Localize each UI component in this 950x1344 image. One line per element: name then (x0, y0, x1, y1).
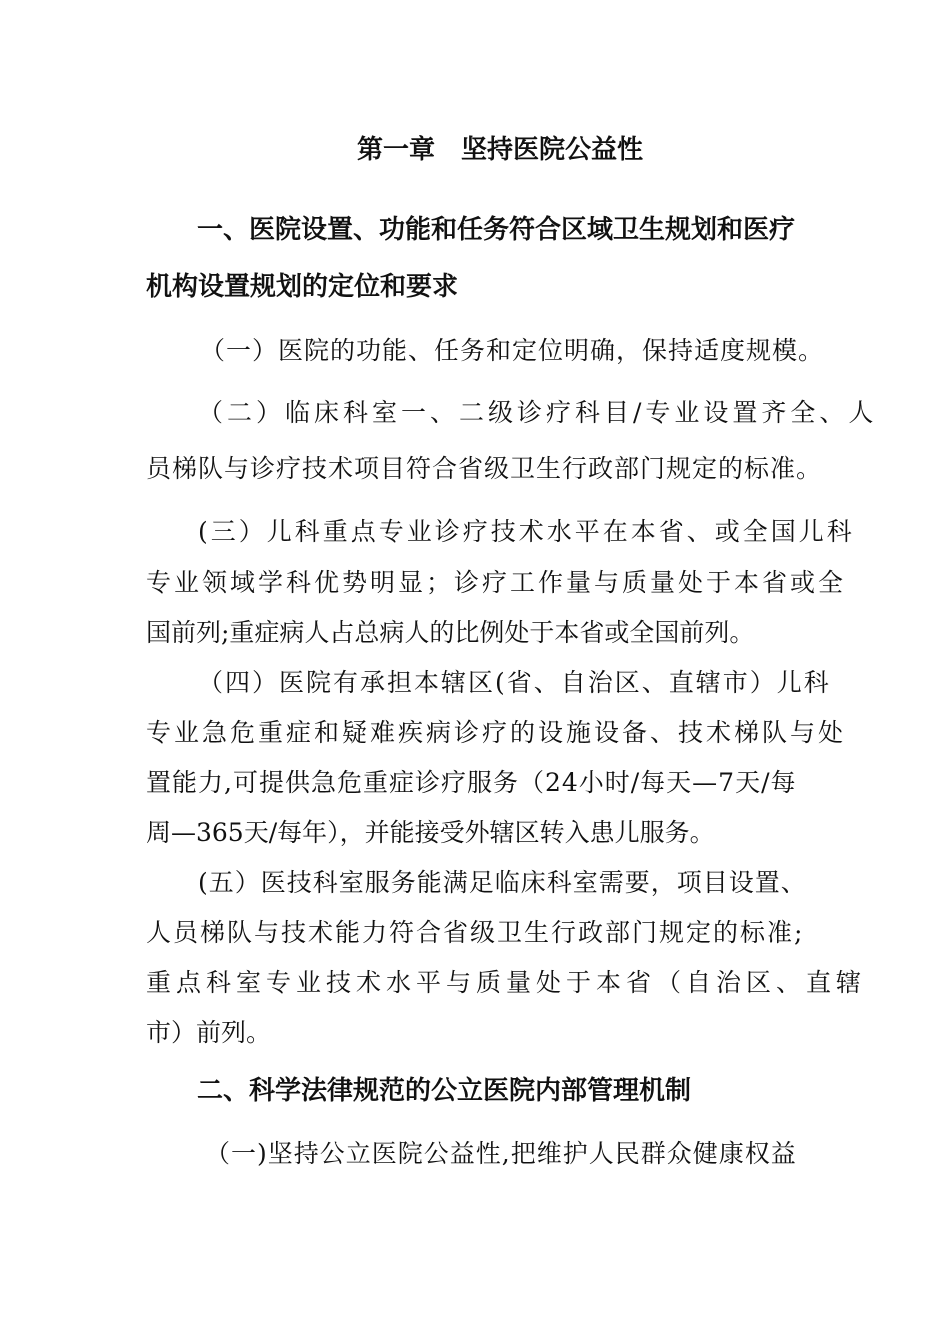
item-3-line1: (三）儿科重点专业诊疗技术水平在本省、或全国儿科 (198, 517, 855, 546)
item-5-line4: 市）前列。 (146, 1018, 272, 1047)
item-3-line2: 专业领域学科优势明显；诊疗工作量与质量处于本省或全 (146, 568, 847, 597)
item-5-line1: (五）医技科室服务能满足临床科室需要，项目设置、 (198, 868, 807, 897)
item-4-line3: 置能力,可提供急危重症诊疗服务（24小时/每天—7天/每 (146, 768, 797, 797)
section1-heading-line2: 机构设置规划的定位和要求 (146, 272, 459, 302)
item-1-line1: （一）医院的功能、任务和定位明确，保持适度规模。 (200, 336, 825, 365)
item-5-line2: 人员梯队与技术能力符合省级卫生行政部门规定的标准; (146, 918, 805, 947)
section1-heading-line1: 一、医院设置、功能和任务符合区域卫生规划和医疗 (197, 215, 796, 245)
item-4-line1: （四）医院有承担本辖区(省、自治区、直辖市）儿科 (198, 668, 831, 697)
section2-heading: 二、科学法律规范的公立医院内部管理机制 (197, 1076, 692, 1106)
section2-item-1-line1: （一)坚持公立医院公益性,把维护人民群众健康权益 (205, 1139, 797, 1168)
item-2-line1: （二）临床科室一、二级诊疗科目/专业设置齐全、人 (198, 398, 878, 427)
item-3-line3: 国前列;重症病人占总病人的比例处于本省或全国前列。 (146, 618, 755, 647)
item-4-line2: 专业急危重症和疑难疾病诊疗的设施设备、技术梯队与处 (146, 718, 847, 747)
chapter-title: 第一章 坚持医院公益性 (357, 135, 644, 165)
item-5-line3: 重点科室专业技术水平与质量处于本省（自治区、直辖 (146, 968, 867, 997)
item-4-line4: 周—365天/每年），并能接受外辖区转入患儿服务。 (146, 818, 715, 847)
item-2-line2: 员梯队与诊疗技术项目符合省级卫生行政部门规定的标准。 (146, 454, 823, 483)
